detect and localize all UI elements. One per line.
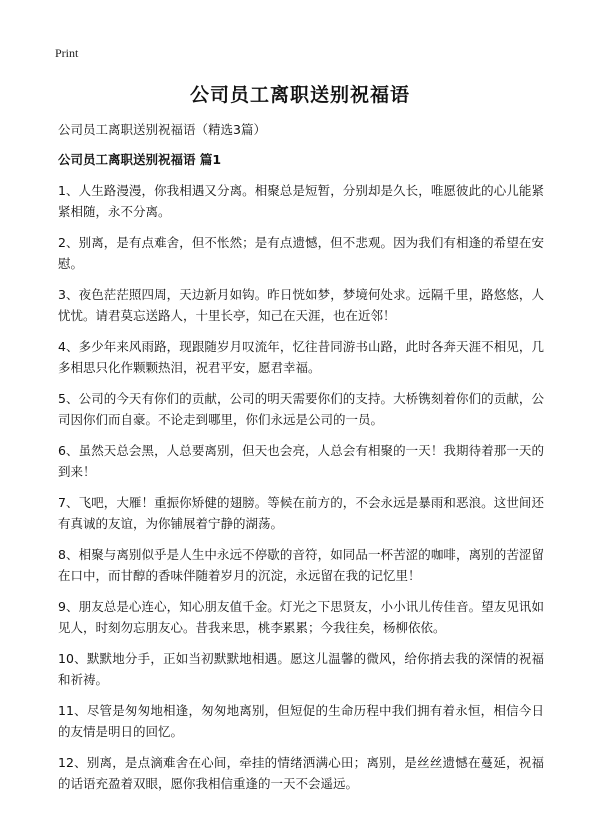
list-item: 9、朋友总是心连心，知心朋友值千金。灯光之下思贤友，小小讯儿传佳音。望友见讯如见人，时刻勿忘朋友心。昔我来思，桃李累累；今我往矣，杨柳依依。 xyxy=(58,599,544,635)
list-item: 10、默默地分手，正如当初默默地相遇。愿这儿温馨的微风，给你捎去我的深情的祝福和祈祷。 xyxy=(58,651,544,687)
list-item: 5、公司的今天有你们的贡献，公司的明天需要你们的支持。大桥镌刻着你们的贡献，公司因你们而自豪。不论走到哪里，你们永远是公司的一员。 xyxy=(58,391,544,427)
list-item: 11、尽管是匆匆地相逢，匆匆地离别，但短促的生命历程中我们拥有着永恒，相信今日的友情是明日的回忆。 xyxy=(58,703,544,739)
document-subtitle: 公司员工离职送别祝福语（精选3篇） xyxy=(58,122,266,137)
list-item: 1、人生路漫漫，你我相遇又分离。相聚总是短暂，分别却是久长，唯愿彼此的心儿能紧紧相随，永不分离。 xyxy=(58,183,544,219)
print-link[interactable]: Print xyxy=(55,46,79,60)
list-item: 8、相聚与离别似乎是人生中永远不停歇的音符，如同品一杯苦涩的咖啡，离别的苦涩留在口中，而甘醇的香味伴随着岁月的沉淀，永远留在我的记忆里！ xyxy=(58,547,544,583)
list-item: 12、别离，是点滴难舍在心间，牵挂的情绪洒满心田；离别，是丝丝遗憾在蔓延，祝福的话语充盈着双眼，愿你我相信重逢的一天不会遥远。 xyxy=(58,755,544,791)
list-item: 3、夜色茫茫照四周，天边新月如钩。昨日恍如梦，梦境何处求。远隔千里，路悠悠，人忧忧。请君莫忘送路人，十里长亭，知己在天涯，也在近邻！ xyxy=(58,287,544,323)
blessing-list xyxy=(58,180,544,804)
list-item: 2、别离，是有点难舍，但不怅然；是有点遗憾，但不悲观。因为我们有相逢的希望在安慰。 xyxy=(58,235,544,271)
list-item: 4、多少年来风雨路，现跟随岁月叹流年，忆往昔同游书山路，此时各奔天涯不相见，几多相思只化作颗颗热泪，祝君平安，愿君幸福。 xyxy=(58,339,544,375)
section-heading: 公司员工离职送别祝福语 篇1 xyxy=(58,152,222,167)
list-item: 6、虽然天总会黑，人总要离别，但天也会亮，人总会有相聚的一天！我期待着那一天的到来！ xyxy=(58,443,544,479)
list-item: 7、飞吧，大雁！重振你矫健的翅膀。等候在前方的，不会永远是暴雨和恶浪。这世间还有真诚的友谊，为你铺展着宁静的湖荡。 xyxy=(58,495,544,531)
page-title: 公司员工离职送别祝福语 xyxy=(189,84,410,106)
